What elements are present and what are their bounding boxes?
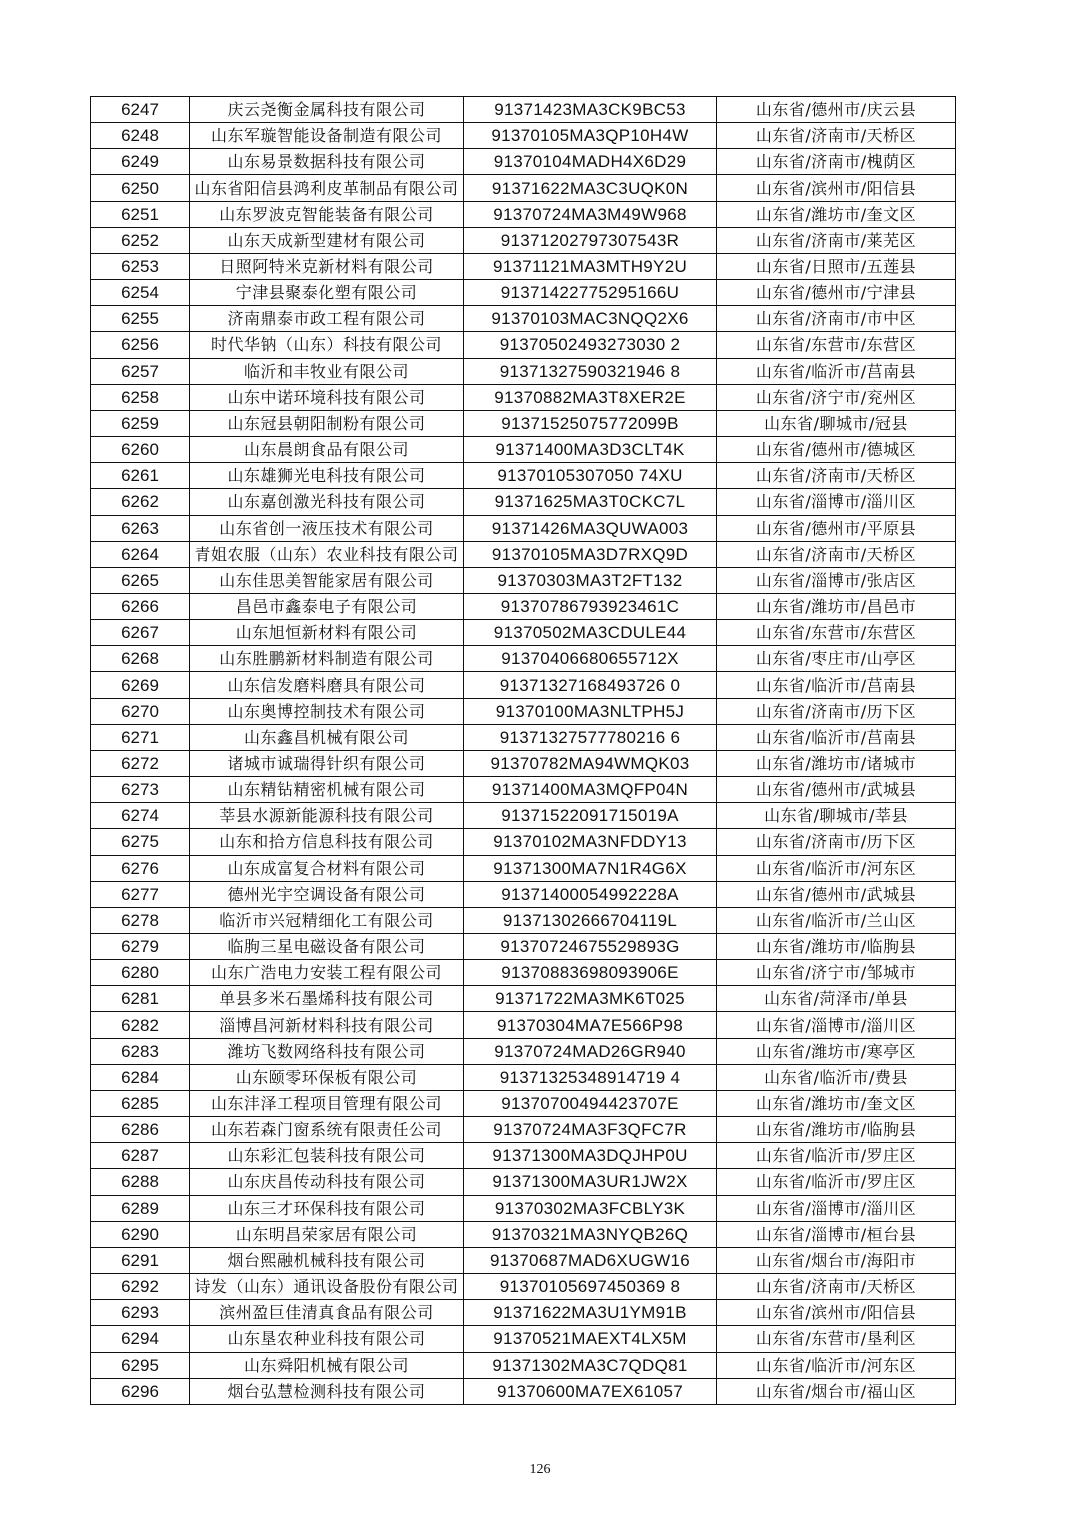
- region-cell: 山东省/枣庄市/山亭区: [717, 646, 956, 672]
- table-row: [91, 1012, 956, 1038]
- company-name-cell: 山东彩汇包装科技有限公司: [190, 1143, 464, 1169]
- company-name-cell: 淄博昌河新材料科技有限公司: [190, 1012, 464, 1038]
- credit-code-cell: 91370102MA3NFDDY13: [464, 829, 717, 855]
- region-cell: 山东省/济南市/历下区: [717, 829, 956, 855]
- company-name-cell: 山东中诺环境科技有限公司: [190, 384, 464, 410]
- seq-cell: 6251: [91, 201, 190, 227]
- table-row: [91, 1143, 956, 1169]
- table-row: [91, 1195, 956, 1221]
- credit-code-cell: 91371422775295166U: [464, 280, 717, 306]
- table-row: [91, 1117, 956, 1143]
- credit-code-cell: 91370105307050 74XU: [464, 463, 717, 489]
- region-cell: 山东省/东营市/东营区: [717, 620, 956, 646]
- table-row: [91, 672, 956, 698]
- credit-code-cell: 91371426MA3QUWA003: [464, 515, 717, 541]
- credit-code-cell: 91371302MA3C7QDQ81: [464, 1352, 717, 1378]
- region-cell: 山东省/潍坊市/奎文区: [717, 201, 956, 227]
- region-cell: 山东省/济南市/天桥区: [717, 123, 956, 149]
- company-name-cell: 山东鑫昌机械有限公司: [190, 724, 464, 750]
- seq-cell: 6261: [91, 463, 190, 489]
- company-name-cell: 山东省创一液压技术有限公司: [190, 515, 464, 541]
- company-name-cell: 山东佳思美智能家居有限公司: [190, 567, 464, 593]
- company-name-cell: 诗发（山东）通讯设备股份有限公司: [190, 1274, 464, 1300]
- credit-code-cell: 91370883698093906E: [464, 960, 717, 986]
- table-row: [91, 306, 956, 332]
- seq-cell: 6279: [91, 934, 190, 960]
- seq-cell: 6290: [91, 1221, 190, 1247]
- company-name-cell: 山东颐零环保板有限公司: [190, 1064, 464, 1090]
- credit-code-cell: 91371300MA7N1R4G6X: [464, 855, 717, 881]
- seq-cell: 6264: [91, 541, 190, 567]
- table-row: [91, 750, 956, 776]
- table-row: [91, 410, 956, 436]
- seq-cell: 6295: [91, 1352, 190, 1378]
- credit-code-cell: 91370302MA3FCBLY3K: [464, 1195, 717, 1221]
- seq-cell: 6263: [91, 515, 190, 541]
- company-name-cell: 山东省阳信县鸿利皮革制品有限公司: [190, 175, 464, 201]
- company-name-cell: 烟台熙融机械科技有限公司: [190, 1247, 464, 1273]
- company-name-cell: 山东和拾方信息科技有限公司: [190, 829, 464, 855]
- table-row: [91, 698, 956, 724]
- company-name-cell: 山东罗波克智能装备有限公司: [190, 201, 464, 227]
- registry-table-body: [91, 97, 956, 1405]
- credit-code-cell: 91370103MAC3NQQ2X6: [464, 306, 717, 332]
- company-name-cell: 山东胜鹏新材料制造有限公司: [190, 646, 464, 672]
- credit-code-cell: 91370724MA3M49W968: [464, 201, 717, 227]
- seq-cell: 6271: [91, 724, 190, 750]
- credit-code-cell: 91371622MA3U1YM91B: [464, 1300, 717, 1326]
- credit-code-cell: 91370687MAD6XUGW16: [464, 1247, 717, 1273]
- table-row: [91, 1352, 956, 1378]
- credit-code-cell: 91370882MA3T8XER2E: [464, 384, 717, 410]
- seq-cell: 6281: [91, 986, 190, 1012]
- table-row: [91, 1247, 956, 1273]
- region-cell: 山东省/潍坊市/临朐县: [717, 934, 956, 960]
- credit-code-cell: 91370724675529893G: [464, 934, 717, 960]
- credit-code-cell: 91371327577780216 6: [464, 724, 717, 750]
- region-cell: 山东省/济南市/槐荫区: [717, 149, 956, 175]
- credit-code-cell: 91370406680655712X: [464, 646, 717, 672]
- seq-cell: 6257: [91, 358, 190, 384]
- credit-code-cell: 91370782MA94WMQK03: [464, 750, 717, 776]
- table-row: [91, 437, 956, 463]
- credit-code-cell: 91371327168493726 0: [464, 672, 717, 698]
- region-cell: 山东省/济南市/天桥区: [717, 1274, 956, 1300]
- company-name-cell: 山东嘉创激光科技有限公司: [190, 489, 464, 515]
- region-cell: 山东省/淄博市/张店区: [717, 567, 956, 593]
- table-row: [91, 646, 956, 672]
- seq-cell: 6285: [91, 1090, 190, 1116]
- credit-code-cell: 91370724MA3F3QFC7R: [464, 1117, 717, 1143]
- table-row: [91, 123, 956, 149]
- seq-cell: 6294: [91, 1326, 190, 1352]
- credit-code-cell: 91371622MA3C3UQK0N: [464, 175, 717, 201]
- region-cell: 山东省/潍坊市/寒亭区: [717, 1038, 956, 1064]
- company-name-cell: 临沂市兴冠精细化工有限公司: [190, 907, 464, 933]
- credit-code-cell: 91370600MA7EX61057: [464, 1378, 717, 1404]
- seq-cell: 6272: [91, 750, 190, 776]
- credit-code-cell: 91370521MAEXT4LX5M: [464, 1326, 717, 1352]
- region-cell: 山东省/济南市/天桥区: [717, 541, 956, 567]
- seq-cell: 6268: [91, 646, 190, 672]
- company-name-cell: 山东庆昌传动科技有限公司: [190, 1169, 464, 1195]
- company-name-cell: 山东精钻精密机械有限公司: [190, 777, 464, 803]
- region-cell: 山东省/聊城市/冠县: [717, 410, 956, 436]
- table-row: [91, 175, 956, 201]
- region-cell: 山东省/临沂市/费县: [717, 1064, 956, 1090]
- table-row: [91, 620, 956, 646]
- seq-cell: 6288: [91, 1169, 190, 1195]
- table-row: [91, 986, 956, 1012]
- region-cell: 山东省/烟台市/福山区: [717, 1378, 956, 1404]
- seq-cell: 6293: [91, 1300, 190, 1326]
- table-row: [91, 724, 956, 750]
- seq-cell: 6254: [91, 280, 190, 306]
- company-name-cell: 山东三才环保科技有限公司: [190, 1195, 464, 1221]
- credit-code-cell: 91371400MA3D3CLT4K: [464, 437, 717, 463]
- table-row: [91, 907, 956, 933]
- table-row: [91, 567, 956, 593]
- region-cell: 山东省/德州市/宁津县: [717, 280, 956, 306]
- seq-cell: 6249: [91, 149, 190, 175]
- table-row: [91, 803, 956, 829]
- credit-code-cell: 91371327590321946 8: [464, 358, 717, 384]
- region-cell: 山东省/临沂市/罗庄区: [717, 1169, 956, 1195]
- company-name-cell: 庆云尧衡金属科技有限公司: [190, 97, 464, 123]
- region-cell: 山东省/济宁市/兖州区: [717, 384, 956, 410]
- company-name-cell: 潍坊飞数网络科技有限公司: [190, 1038, 464, 1064]
- credit-code-cell: 91371121MA3MTH9Y2U: [464, 253, 717, 279]
- seq-cell: 6277: [91, 881, 190, 907]
- region-cell: 山东省/潍坊市/奎文区: [717, 1090, 956, 1116]
- seq-cell: 6289: [91, 1195, 190, 1221]
- seq-cell: 6270: [91, 698, 190, 724]
- table-row: [91, 1326, 956, 1352]
- credit-code-cell: 91371325348914719 4: [464, 1064, 717, 1090]
- seq-cell: 6296: [91, 1378, 190, 1404]
- region-cell: 山东省/济南市/市中区: [717, 306, 956, 332]
- region-cell: 山东省/淄博市/淄川区: [717, 489, 956, 515]
- table-row: [91, 829, 956, 855]
- table-row: [91, 960, 956, 986]
- seq-cell: 6284: [91, 1064, 190, 1090]
- company-name-cell: 诸城市诚瑞得针织有限公司: [190, 750, 464, 776]
- seq-cell: 6266: [91, 593, 190, 619]
- region-cell: 山东省/滨州市/阳信县: [717, 1300, 956, 1326]
- table-row: [91, 280, 956, 306]
- seq-cell: 6267: [91, 620, 190, 646]
- table-row: [91, 384, 956, 410]
- seq-cell: 6258: [91, 384, 190, 410]
- table-row: [91, 97, 956, 123]
- table-row: [91, 1169, 956, 1195]
- seq-cell: 6276: [91, 855, 190, 881]
- region-cell: 山东省/济南市/莱芜区: [717, 227, 956, 253]
- region-cell: 山东省/临沂市/兰山区: [717, 907, 956, 933]
- company-name-cell: 山东晨朗食品有限公司: [190, 437, 464, 463]
- table-row: [91, 541, 956, 567]
- table-row: [91, 149, 956, 175]
- credit-code-cell: 91370303MA3T2FT132: [464, 567, 717, 593]
- table-row: [91, 1300, 956, 1326]
- region-cell: 山东省/济宁市/邹城市: [717, 960, 956, 986]
- table-row: [91, 332, 956, 358]
- company-name-cell: 滨州盈巨佳清真食品有限公司: [190, 1300, 464, 1326]
- table-row: [91, 253, 956, 279]
- seq-cell: 6256: [91, 332, 190, 358]
- credit-code-cell: 91371202797307543R: [464, 227, 717, 253]
- seq-cell: 6287: [91, 1143, 190, 1169]
- credit-code-cell: 91370100MA3NLTPH5J: [464, 698, 717, 724]
- company-name-cell: 山东若森门窗系统有限责任公司: [190, 1117, 464, 1143]
- credit-code-cell: 91370105697450369 8: [464, 1274, 717, 1300]
- seq-cell: 6252: [91, 227, 190, 253]
- seq-cell: 6259: [91, 410, 190, 436]
- company-name-cell: 山东明昌荣家居有限公司: [190, 1221, 464, 1247]
- seq-cell: 6275: [91, 829, 190, 855]
- credit-code-cell: 91371300MA3UR1JW2X: [464, 1169, 717, 1195]
- credit-code-cell: 91371400MA3MQFP04N: [464, 777, 717, 803]
- seq-cell: 6273: [91, 777, 190, 803]
- region-cell: 山东省/济南市/天桥区: [717, 463, 956, 489]
- table-row: [91, 1090, 956, 1116]
- company-name-cell: 济南鼎泰市政工程有限公司: [190, 306, 464, 332]
- company-name-cell: 山东天成新型建材有限公司: [190, 227, 464, 253]
- table-row: [91, 934, 956, 960]
- table-row: [91, 777, 956, 803]
- credit-code-cell: 91370105MA3D7RXQ9D: [464, 541, 717, 567]
- seq-cell: 6280: [91, 960, 190, 986]
- company-name-cell: 莘县水源新能源科技有限公司: [190, 803, 464, 829]
- credit-code-cell: 91370304MA7E566P98: [464, 1012, 717, 1038]
- table-row: [91, 201, 956, 227]
- table-row: [91, 1274, 956, 1300]
- seq-cell: 6262: [91, 489, 190, 515]
- table-row: [91, 515, 956, 541]
- seq-cell: 6247: [91, 97, 190, 123]
- seq-cell: 6274: [91, 803, 190, 829]
- region-cell: 山东省/济南市/历下区: [717, 698, 956, 724]
- region-cell: 山东省/德州市/平原县: [717, 515, 956, 541]
- table-row: [91, 1064, 956, 1090]
- region-cell: 山东省/临沂市/莒南县: [717, 724, 956, 750]
- company-name-cell: 山东雄狮光电科技有限公司: [190, 463, 464, 489]
- table-row: [91, 593, 956, 619]
- company-name-cell: 烟台弘慧检测科技有限公司: [190, 1378, 464, 1404]
- region-cell: 山东省/东营市/东营区: [717, 332, 956, 358]
- company-name-cell: 山东易景数据科技有限公司: [190, 149, 464, 175]
- table-row: [91, 358, 956, 384]
- credit-code-cell: 91371423MA3CK9BC53: [464, 97, 717, 123]
- region-cell: 山东省/临沂市/莒南县: [717, 358, 956, 384]
- company-name-cell: 山东沣泽工程项目管理有限公司: [190, 1090, 464, 1116]
- credit-code-cell: 91371400054992228A: [464, 881, 717, 907]
- credit-code-cell: 91371722MA3MK6T025: [464, 986, 717, 1012]
- company-name-cell: 时代华钠（山东）科技有限公司: [190, 332, 464, 358]
- credit-code-cell: 91370786793923461C: [464, 593, 717, 619]
- company-name-cell: 山东舜阳机械有限公司: [190, 1352, 464, 1378]
- company-name-cell: 山东军璇智能设备制造有限公司: [190, 123, 464, 149]
- region-cell: 山东省/日照市/五莲县: [717, 253, 956, 279]
- table-row: [91, 855, 956, 881]
- company-name-cell: 单县多米石墨烯科技有限公司: [190, 986, 464, 1012]
- region-cell: 山东省/临沂市/莒南县: [717, 672, 956, 698]
- credit-code-cell: 91371302666704119L: [464, 907, 717, 933]
- seq-cell: 6292: [91, 1274, 190, 1300]
- credit-code-cell: 91371625MA3T0CKC7L: [464, 489, 717, 515]
- table-row: [91, 881, 956, 907]
- company-name-cell: 昌邑市鑫泰电子有限公司: [190, 593, 464, 619]
- seq-cell: 6282: [91, 1012, 190, 1038]
- region-cell: 山东省/烟台市/海阳市: [717, 1247, 956, 1273]
- seq-cell: 6253: [91, 253, 190, 279]
- region-cell: 山东省/潍坊市/昌邑市: [717, 593, 956, 619]
- region-cell: 山东省/聊城市/莘县: [717, 803, 956, 829]
- region-cell: 山东省/东营市/垦利区: [717, 1326, 956, 1352]
- company-name-cell: 青姐农服（山东）农业科技有限公司: [190, 541, 464, 567]
- region-cell: 山东省/德州市/庆云县: [717, 97, 956, 123]
- seq-cell: 6286: [91, 1117, 190, 1143]
- page-number: 126: [529, 1462, 551, 1477]
- region-cell: 山东省/德州市/武城县: [717, 881, 956, 907]
- seq-cell: 6278: [91, 907, 190, 933]
- company-name-cell: 临朐三星电磁设备有限公司: [190, 934, 464, 960]
- credit-code-cell: 91370104MADH4X6D29: [464, 149, 717, 175]
- seq-cell: 6250: [91, 175, 190, 201]
- company-name-cell: 山东旭恒新材料有限公司: [190, 620, 464, 646]
- region-cell: 山东省/潍坊市/诸城市: [717, 750, 956, 776]
- credit-code-cell: 91371525075772099B: [464, 410, 717, 436]
- table-row: [91, 1378, 956, 1404]
- credit-code-cell: 91371522091715019A: [464, 803, 717, 829]
- region-cell: 山东省/潍坊市/临朐县: [717, 1117, 956, 1143]
- company-name-cell: 山东成富复合材料有限公司: [190, 855, 464, 881]
- credit-code-cell: 91370724MAD26GR940: [464, 1038, 717, 1064]
- company-name-cell: 山东冠县朝阳制粉有限公司: [190, 410, 464, 436]
- company-name-cell: 山东信发磨料磨具有限公司: [190, 672, 464, 698]
- credit-code-cell: 91371300MA3DQJHP0U: [464, 1143, 717, 1169]
- region-cell: 山东省/淄博市/淄川区: [717, 1012, 956, 1038]
- company-name-cell: 山东广浩电力安装工程有限公司: [190, 960, 464, 986]
- seq-cell: 6291: [91, 1247, 190, 1273]
- region-cell: 山东省/淄博市/桓台县: [717, 1221, 956, 1247]
- table-row: [91, 227, 956, 253]
- region-cell: 山东省/德州市/武城县: [717, 777, 956, 803]
- region-cell: 山东省/德州市/德城区: [717, 437, 956, 463]
- table-row: [91, 1038, 956, 1064]
- credit-code-cell: 91370105MA3QP10H4W: [464, 123, 717, 149]
- region-cell: 山东省/菏泽市/单县: [717, 986, 956, 1012]
- seq-cell: 6255: [91, 306, 190, 332]
- seq-cell: 6269: [91, 672, 190, 698]
- company-name-cell: 日照阿特米克新材料有限公司: [190, 253, 464, 279]
- company-name-cell: 德州光宇空调设备有限公司: [190, 881, 464, 907]
- credit-code-cell: 91370700494423707E: [464, 1090, 717, 1116]
- table-row: [91, 463, 956, 489]
- seq-cell: 6260: [91, 437, 190, 463]
- credit-code-cell: 91370502MA3CDULE44: [464, 620, 717, 646]
- table-row: [91, 489, 956, 515]
- seq-cell: 6248: [91, 123, 190, 149]
- company-name-cell: 临沂和丰牧业有限公司: [190, 358, 464, 384]
- region-cell: 山东省/滨州市/阳信县: [717, 175, 956, 201]
- credit-code-cell: 91370502493273030 2: [464, 332, 717, 358]
- seq-cell: 6283: [91, 1038, 190, 1064]
- company-name-cell: 宁津县聚泰化塑有限公司: [190, 280, 464, 306]
- credit-code-cell: 91370321MA3NYQB26Q: [464, 1221, 717, 1247]
- company-registry-table: [90, 96, 956, 1405]
- region-cell: 山东省/临沂市/河东区: [717, 855, 956, 881]
- seq-cell: 6265: [91, 567, 190, 593]
- company-name-cell: 山东垦农种业科技有限公司: [190, 1326, 464, 1352]
- region-cell: 山东省/淄博市/淄川区: [717, 1195, 956, 1221]
- region-cell: 山东省/临沂市/河东区: [717, 1352, 956, 1378]
- table-row: [91, 1221, 956, 1247]
- company-name-cell: 山东奥博控制技术有限公司: [190, 698, 464, 724]
- region-cell: 山东省/临沂市/罗庄区: [717, 1143, 956, 1169]
